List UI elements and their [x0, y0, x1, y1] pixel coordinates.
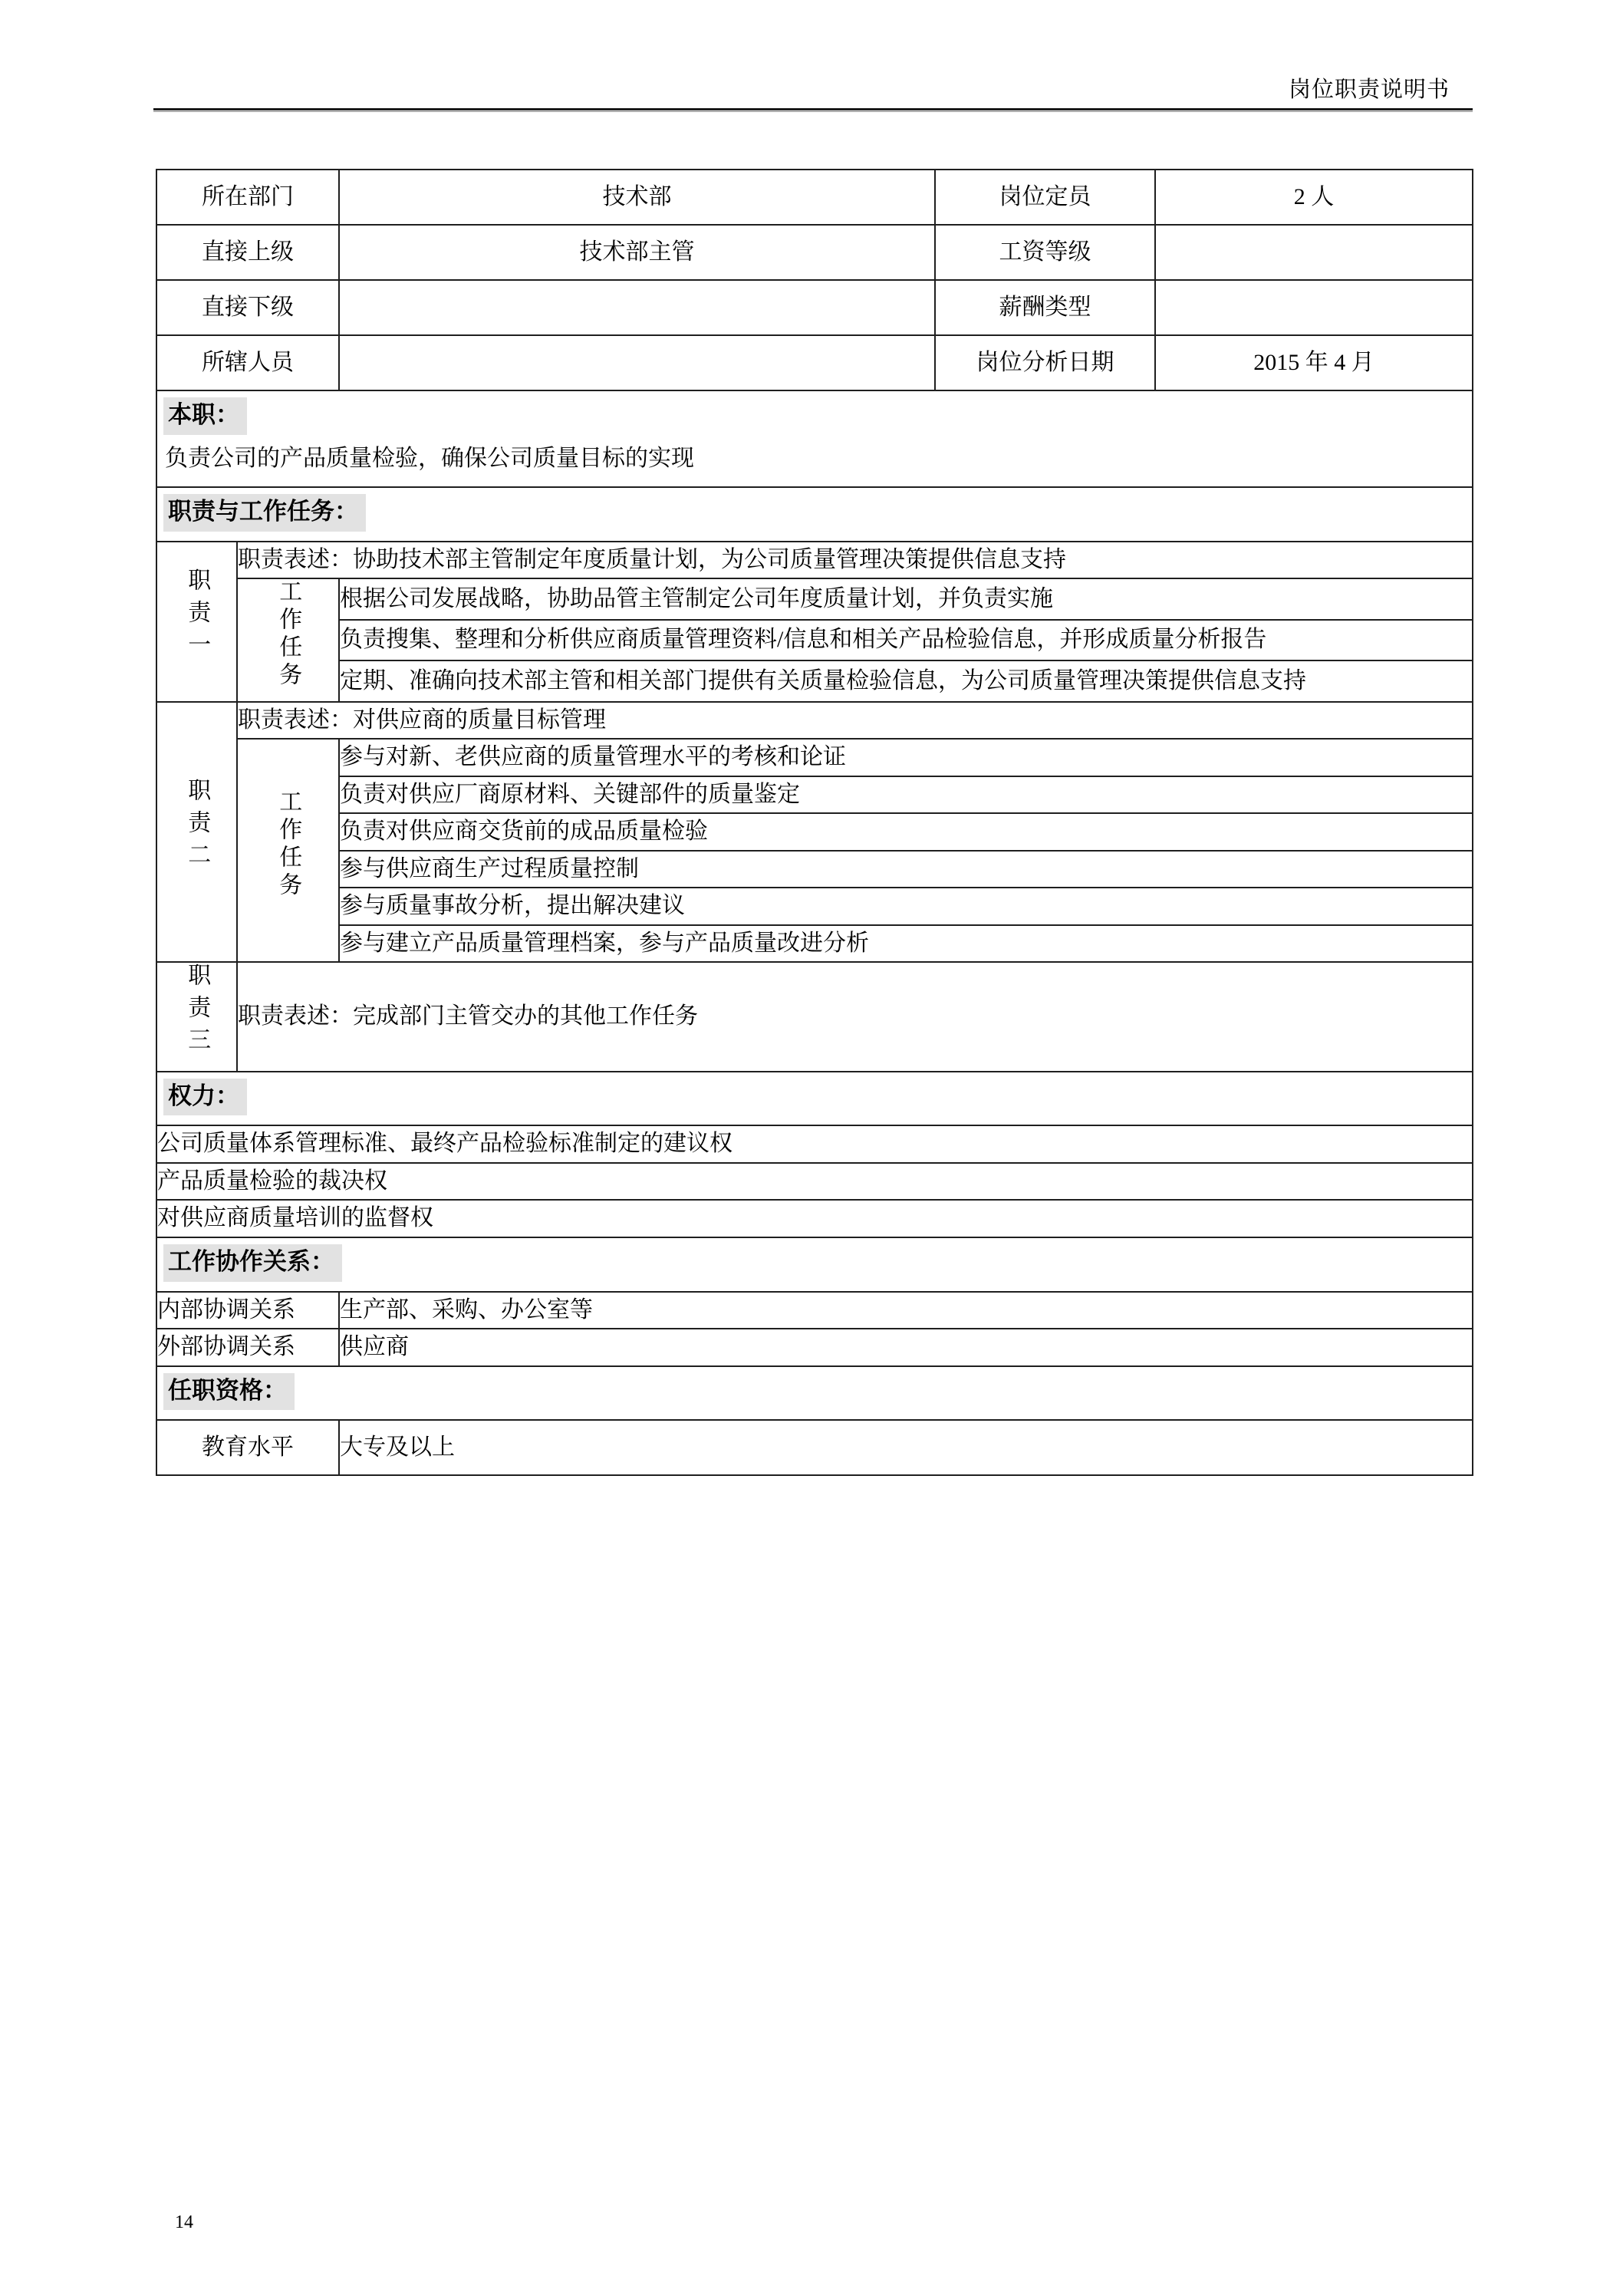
duty-task-item: 负责搜集、整理和分析供应商质量管理资料/信息和相关产品检验信息，并形成质量分析报告	[339, 620, 1473, 661]
duty-task-item: 负责对供应厂商原材料、关键部件的质量鉴定	[339, 776, 1473, 814]
duty-index-one: 职责一	[156, 542, 237, 702]
authority-item: 产品质量检验的裁决权	[156, 1163, 1473, 1201]
table-row	[156, 620, 1473, 661]
page-number: 14	[175, 2212, 193, 2232]
table-row	[156, 776, 1473, 814]
authority-heading: 权力：	[163, 1079, 247, 1116]
duty-task-item: 根据公司发展战略，协助品管主管制定公司年度质量计划，并负责实施	[339, 578, 1473, 620]
info-label-headcount: 岗位定员	[935, 170, 1155, 225]
header-rule	[153, 108, 1473, 112]
table-row	[156, 851, 1473, 888]
qualification-section-heading-row	[156, 1366, 1473, 1421]
duties-section-heading: 职责与工作任务：	[163, 494, 366, 532]
qualification-label-education: 教育水平	[156, 1420, 339, 1475]
duty-task-item: 参与建立产品质量管理档案，参与产品质量改进分析	[339, 925, 1473, 963]
table-row	[156, 1163, 1473, 1201]
table-row	[156, 1329, 1473, 1366]
cooperation-label-internal: 内部协调关系	[156, 1292, 339, 1329]
document-header-title: 岗位职责说明书	[1288, 77, 1450, 102]
main-duty-cell	[156, 390, 1473, 487]
info-value-salary-type	[1155, 280, 1473, 335]
duty-task-item: 参与质量事故分析，提出解决建议	[339, 888, 1473, 925]
table-row	[156, 888, 1473, 925]
main-duty-section	[156, 390, 1473, 487]
info-value-managed-staff	[339, 335, 935, 390]
qualification-value-education: 大专及以上	[339, 1420, 1473, 1475]
info-value-analysis-date: 2015 年 4 月	[1155, 335, 1473, 390]
info-label-salary-type: 薪酬类型	[935, 280, 1155, 335]
table-row	[156, 962, 1473, 1072]
table-row	[156, 542, 1473, 579]
info-label-subordinate: 直接下级	[156, 280, 339, 335]
info-value-salary-grade	[1155, 225, 1473, 280]
main-duty-heading: 本职：	[163, 397, 247, 435]
cooperation-value-internal: 生产部、采购、办公室等	[339, 1292, 1473, 1329]
duty-tasks-label-one: 工作任务	[237, 578, 339, 702]
duty-statement-one: 职责表述：协助技术部主管制定年度质量计划，为公司质量管理决策提供信息支持	[237, 542, 1473, 579]
table-row	[156, 660, 1473, 702]
info-label-analysis-date: 岗位分析日期	[935, 335, 1155, 390]
info-value-department: 技术部	[339, 170, 935, 225]
table-row	[156, 739, 1473, 776]
duty-task-item: 负责对供应商交货前的成品质量检验	[339, 813, 1473, 851]
duty-statement-two: 职责表述：对供应商的质量目标管理	[237, 702, 1473, 740]
table-row	[156, 578, 1473, 620]
info-label-supervisor: 直接上级	[156, 225, 339, 280]
authority-section-heading-row	[156, 1072, 1473, 1126]
info-label-salary-grade: 工资等级	[935, 225, 1155, 280]
duty-task-item: 定期、准确向技术部主管和相关部门提供有关质量检验信息，为公司质量管理决策提供信息支持	[339, 660, 1473, 702]
info-value-headcount: 2 人	[1155, 170, 1473, 225]
table-row	[156, 1420, 1473, 1475]
info-label-managed-staff: 所辖人员	[156, 335, 339, 390]
duty-task-item: 参与对新、老供应商的质量管理水平的考核和论证	[339, 739, 1473, 776]
job-description-table	[156, 169, 1473, 1476]
duty-statement-three: 职责表述：完成部门主管交办的其他工作任务	[237, 962, 1473, 1072]
duties-section-heading-cell	[156, 487, 1473, 542]
cooperation-label-external: 外部协调关系	[156, 1329, 339, 1366]
table-row	[156, 170, 1473, 225]
cooperation-heading-cell	[156, 1237, 1473, 1292]
document-header	[153, 77, 1473, 112]
duties-section-heading-row	[156, 487, 1473, 542]
table-row	[156, 280, 1473, 335]
authority-item: 对供应商质量培训的监督权	[156, 1200, 1473, 1237]
qualification-heading-cell	[156, 1366, 1473, 1421]
cooperation-heading: 工作协作关系：	[163, 1244, 342, 1282]
info-value-supervisor: 技术部主管	[339, 225, 935, 280]
duty-task-item: 参与供应商生产过程质量控制	[339, 851, 1473, 888]
duty-tasks-label-two: 工作任务	[237, 739, 339, 962]
info-value-subordinate	[339, 280, 935, 335]
qualification-heading: 任职资格：	[163, 1373, 295, 1411]
info-label-department: 所在部门	[156, 170, 339, 225]
duty-index-two: 职责二	[156, 702, 237, 963]
main-duty-text: 负责公司的产品质量检验，确保公司质量目标的实现	[165, 445, 694, 471]
table-row	[156, 1200, 1473, 1237]
cooperation-section-heading-row	[156, 1237, 1473, 1292]
table-row	[156, 225, 1473, 280]
duty-index-three: 职责三	[156, 962, 237, 1072]
table-row	[156, 813, 1473, 851]
cooperation-value-external: 供应商	[339, 1329, 1473, 1366]
authority-heading-cell	[156, 1072, 1473, 1126]
authority-item: 公司质量体系管理标准、最终产品检验标准制定的建议权	[156, 1125, 1473, 1163]
table-row	[156, 702, 1473, 740]
table-row	[156, 1292, 1473, 1329]
table-row	[156, 335, 1473, 390]
table-row	[156, 925, 1473, 963]
table-row	[156, 1125, 1473, 1163]
